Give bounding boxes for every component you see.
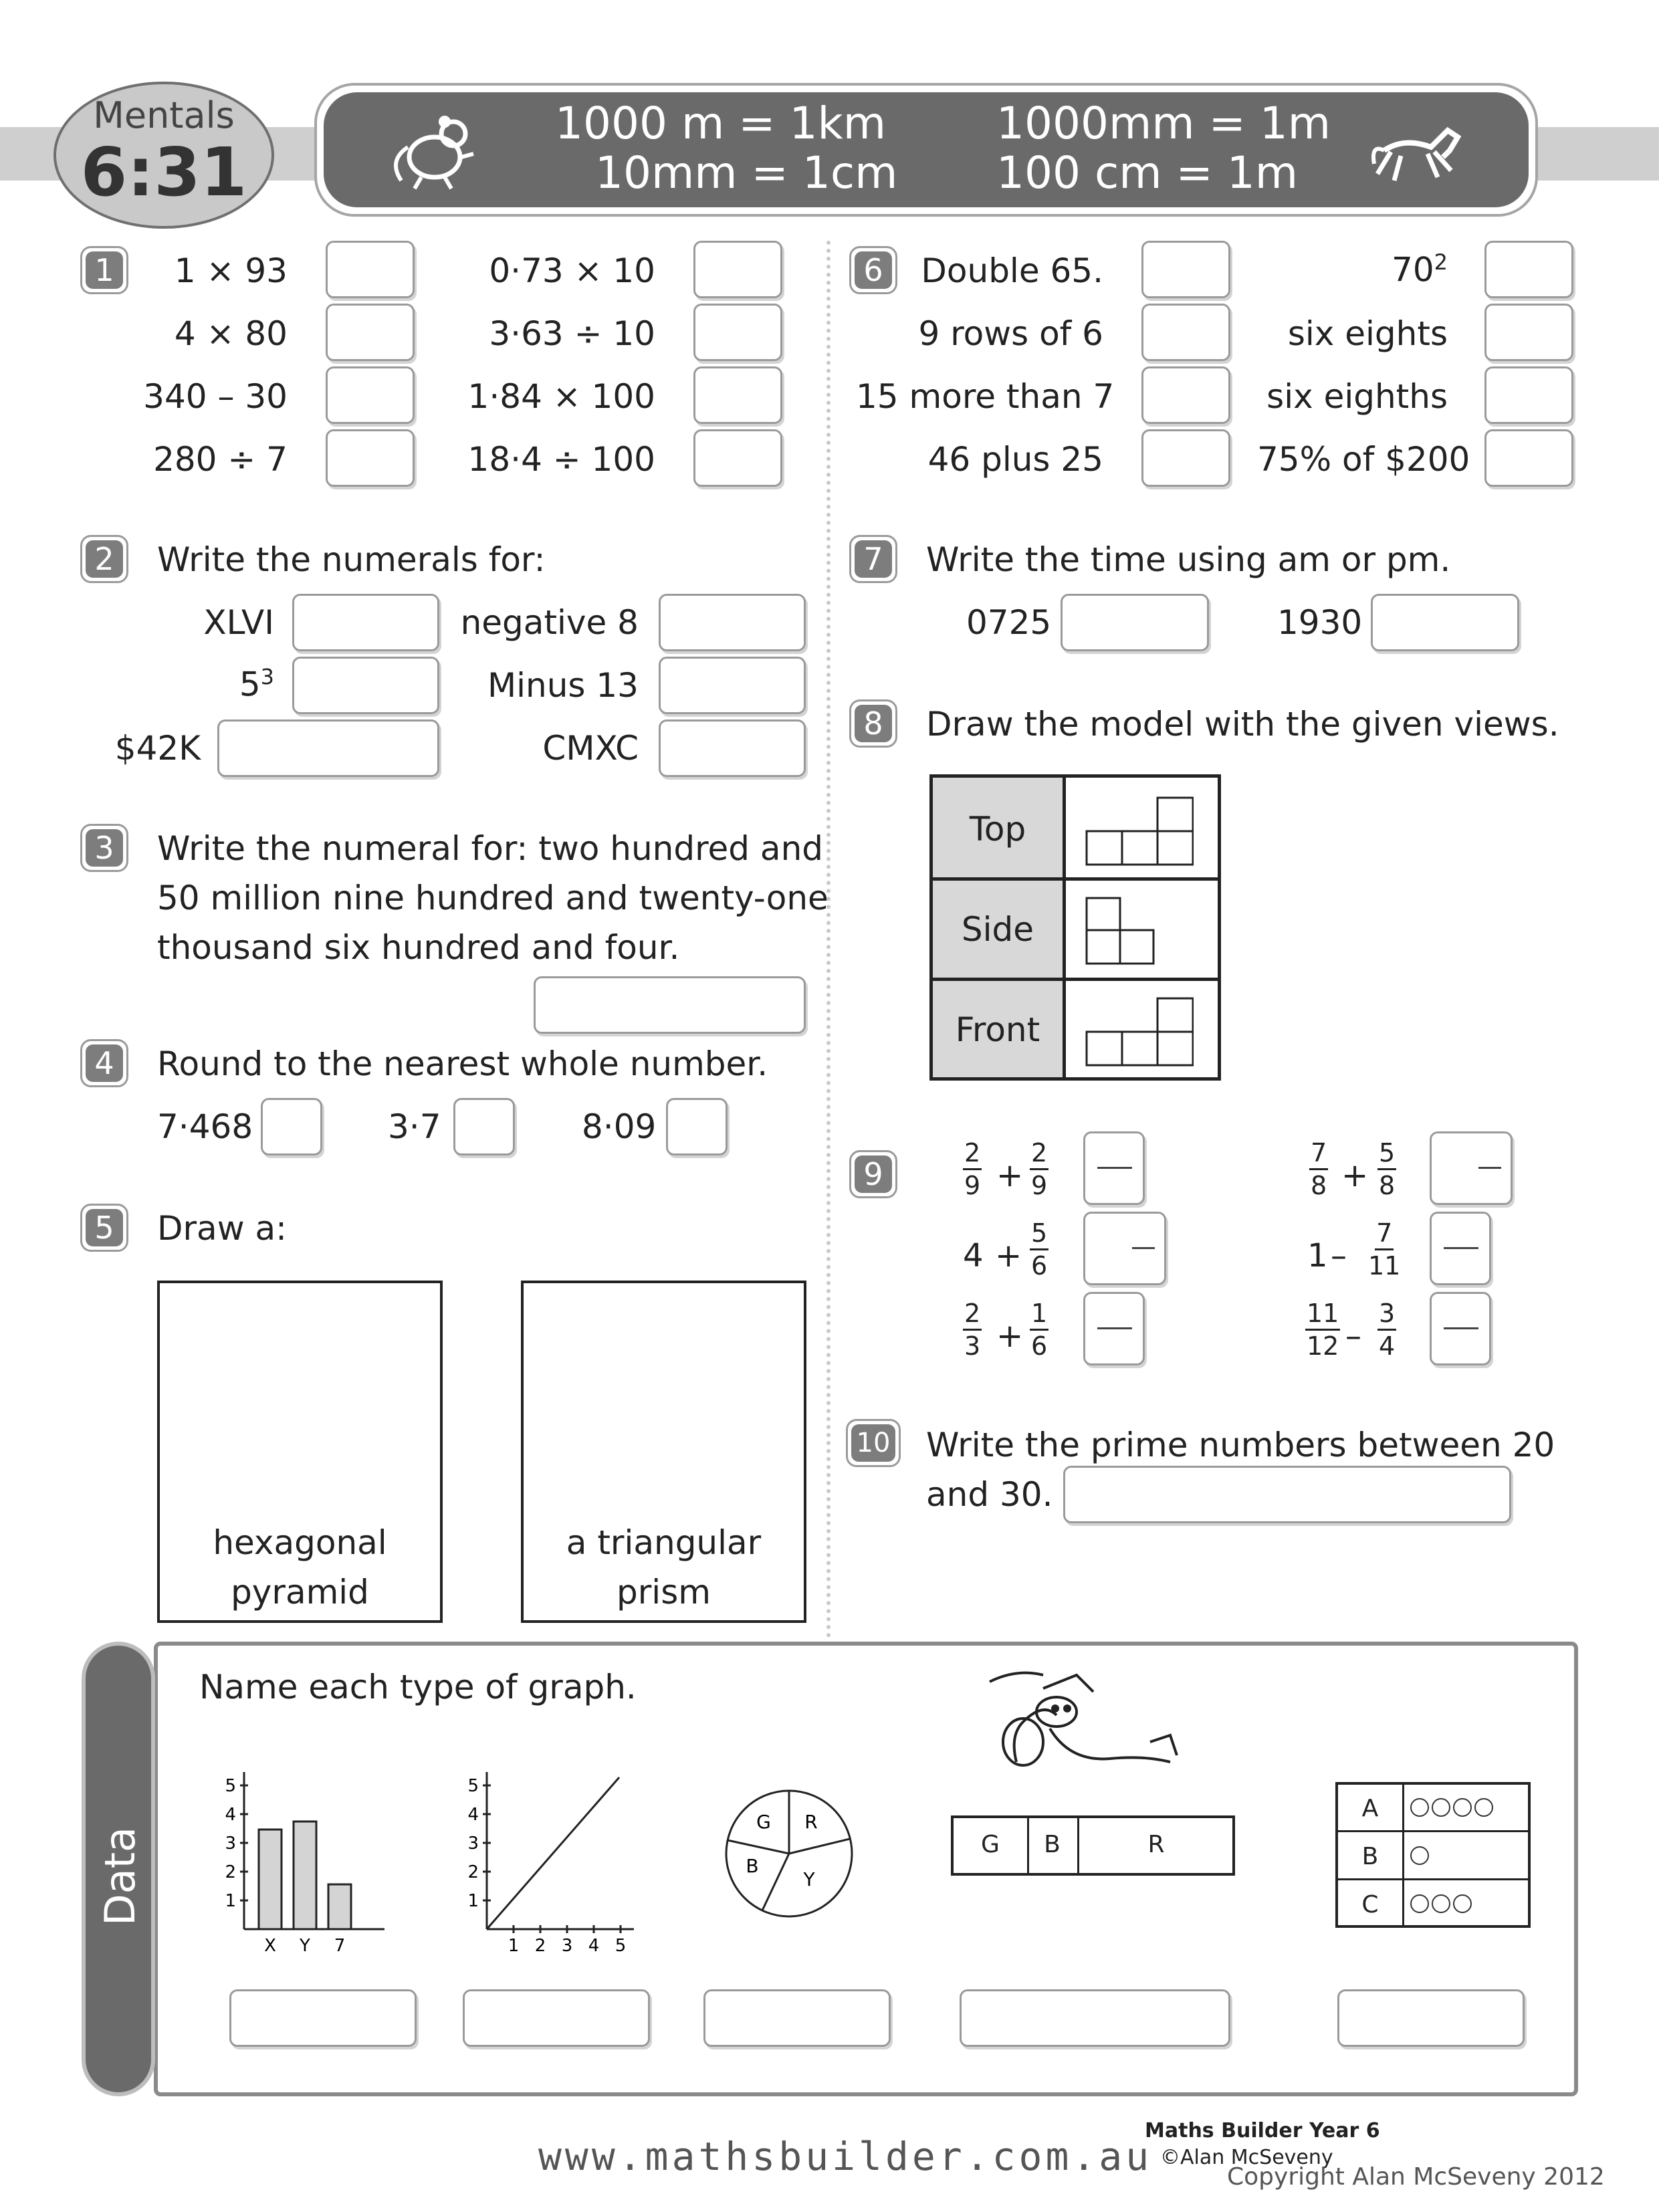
q2-power-exponent: 3: [260, 664, 274, 689]
q5-box1-line-1: hexagonal: [213, 1523, 387, 1562]
q2-answer-xlvi[interactable]: [292, 594, 439, 651]
conversion-2: 10mm = 1cm: [595, 147, 898, 199]
line-ytick-5: 5: [467, 1776, 479, 1796]
question-2-number: 2: [80, 535, 128, 583]
bar-7: [328, 1884, 351, 1929]
q8-views-table: [929, 774, 1221, 1081]
picto-row-a: [1410, 1798, 1496, 1817]
bar-tick-1: 1: [225, 1891, 236, 1911]
line-xtick-4: 4: [588, 1936, 600, 1956]
column-divider: [826, 241, 831, 1638]
q6-answer-box-7[interactable]: [1484, 366, 1573, 424]
q6-right-2: six eights: [1287, 314, 1448, 353]
q1-right-1: 0·73 × 10: [489, 251, 655, 290]
q8-top-view-drawing: [1080, 791, 1194, 868]
q5-prompt: Draw a:: [157, 1209, 287, 1248]
q5-drawing-box-1[interactable]: [157, 1281, 443, 1623]
q8-view-top: Top: [969, 810, 1026, 849]
smiley-icon: [1453, 1798, 1472, 1817]
q6-answer-box-2[interactable]: [1141, 304, 1230, 361]
q5-box2-line-1: a triangular: [566, 1523, 762, 1562]
q6-right-3: six eighths: [1266, 377, 1448, 416]
footer-book: Maths Builder Year 6: [1145, 2119, 1380, 2142]
q1-right-3: 1·84 × 100: [467, 377, 655, 416]
q9-answer-box-2[interactable]: [1083, 1212, 1166, 1285]
picto-row-b: [1410, 1846, 1432, 1865]
q3-answer-box[interactable]: [534, 976, 806, 1034]
worm-reading-icon: [976, 1662, 1190, 1775]
q9-frac-5b: 7 11: [1368, 1218, 1401, 1281]
q10-answer-box[interactable]: [1063, 1466, 1511, 1523]
question-10-number: 10: [846, 1419, 901, 1467]
q9-op-3: +: [996, 1317, 1024, 1355]
line-ytick-2: 2: [467, 1862, 479, 1882]
pie-chart: [722, 1787, 856, 1920]
mouse-icon: [381, 107, 481, 194]
bar-tick-5: 5: [225, 1776, 236, 1796]
q4-item-2: 3·7: [388, 1107, 441, 1146]
bar-category-y: Y: [300, 1936, 310, 1956]
q1-right-2: 3·63 ÷ 10: [489, 314, 655, 353]
smiley-icon: [1410, 1894, 1429, 1913]
q6-answer-box-6[interactable]: [1484, 304, 1573, 361]
line-xtick-5: 5: [615, 1936, 627, 1956]
q9-whole-5: 1: [1307, 1237, 1328, 1275]
q2-item-minus-13: Minus 13: [487, 666, 639, 705]
q2-item-cmxc: CMXC: [542, 729, 639, 768]
conversion-1: 1000 m = 1km: [555, 98, 886, 149]
q9-frac-2b: 5 6: [1031, 1218, 1048, 1281]
q1-answer-box-7[interactable]: [693, 366, 782, 424]
strip-label-g: G: [981, 1831, 1000, 1858]
q6-power-base: 70: [1392, 250, 1434, 290]
pie-chart-answer-box[interactable]: [703, 1989, 891, 2047]
sheet-number: 6:31: [80, 133, 247, 211]
q4-answer-box-1[interactable]: [261, 1098, 322, 1155]
q6-left-3: 15 more than 7: [856, 377, 1115, 416]
bar-tick-4: 4: [225, 1805, 236, 1825]
bar-tick-3: 3: [225, 1834, 236, 1854]
q2-item-negative-8: negative 8: [460, 603, 639, 642]
mentals-label: Mentals: [93, 94, 235, 136]
bar-category-x: X: [264, 1936, 276, 1956]
q4-item-1: 7·468: [157, 1107, 253, 1146]
q6-answer-box-5[interactable]: [1484, 241, 1573, 298]
q2-answer-power[interactable]: [292, 657, 439, 714]
smiley-icon: [1453, 1894, 1472, 1913]
picture-graph: [1335, 1782, 1531, 1928]
q6-left-2: 9 rows of 6: [918, 314, 1103, 353]
q9-op-6: –: [1345, 1317, 1361, 1355]
q9-answer-box-5[interactable]: [1430, 1212, 1491, 1285]
q9-frac-6b: 3 4: [1379, 1299, 1396, 1361]
q1-right-4: 18·4 ÷ 100: [467, 440, 655, 479]
footer-author: ©Alan McSeveny: [1160, 2146, 1333, 2169]
line-graph: [460, 1765, 641, 1959]
bar-category-7: 7: [334, 1936, 346, 1956]
smiley-icon: [1474, 1798, 1493, 1817]
q9-op-2: +: [995, 1237, 1022, 1275]
line-xtick-2: 2: [534, 1936, 546, 1956]
picto-row-divider-1: [1338, 1830, 1528, 1832]
bar-tick-2: 2: [225, 1862, 236, 1882]
smiley-icon: [1432, 1894, 1450, 1913]
q5-box1-line-2: pyramid: [231, 1573, 369, 1612]
footer-copyright: Copyright Alan McSeveny 2012: [1227, 2163, 1605, 2191]
q7-time-2: 1930: [1277, 603, 1363, 642]
q1-left-1: 1 × 93: [174, 251, 288, 290]
smiley-icon: [1410, 1798, 1429, 1817]
question-8-number: 8: [849, 699, 897, 748]
q1-left-2: 4 × 80: [174, 314, 288, 353]
q3-line-1: Write the numeral for: two hundred and: [157, 829, 823, 868]
picture-graph-answer-box[interactable]: [1337, 1989, 1525, 2047]
data-prompt: Name each type of graph.: [199, 1668, 637, 1706]
q9-answer-box-3[interactable]: [1083, 1292, 1145, 1365]
q2-item-42k: $42K: [114, 729, 201, 768]
q9-answer-box-1[interactable]: [1083, 1131, 1145, 1205]
q6-left-1: Double 65.: [921, 251, 1103, 290]
pie-label-g: G: [756, 1811, 771, 1833]
question-4-number: 4: [80, 1039, 128, 1087]
q1-answer-box-6[interactable]: [693, 304, 782, 361]
data-tab-label: Data: [96, 1826, 144, 1926]
q3-line-3: thousand six hundred and four.: [157, 928, 680, 967]
question-5-number: 5: [80, 1204, 128, 1252]
q1-answer-box-1[interactable]: [326, 241, 415, 298]
q6-power-exponent: 2: [1434, 249, 1448, 275]
q6-right-power: [1257, 249, 1448, 290]
picto-label-b: B: [1361, 1843, 1379, 1870]
q2-answer-cmxc[interactable]: [659, 720, 806, 777]
q10-line-2: and 30.: [926, 1475, 1053, 1514]
q8-side-view-drawing: [1080, 891, 1194, 968]
q2-answer-42k[interactable]: [217, 720, 439, 777]
q8-front-view-drawing: [1080, 992, 1194, 1069]
q1-left-4: 280 ÷ 7: [153, 440, 288, 479]
question-7-number: 7: [849, 535, 897, 583]
q9-frac-3a: 2 3: [964, 1299, 981, 1361]
q4-prompt: Round to the nearest whole number.: [157, 1044, 768, 1083]
bar-x: [259, 1830, 282, 1929]
q8-view-side: Side: [961, 910, 1034, 949]
q4-item-3: 8·09: [582, 1107, 657, 1146]
pie-label-b: B: [746, 1855, 759, 1877]
line-xtick-1: 1: [508, 1936, 520, 1956]
q9-op-5: –: [1331, 1237, 1347, 1275]
q1-answer-box-2[interactable]: [326, 304, 415, 361]
q7-time-1: 0725: [966, 603, 1052, 642]
bar-graph-answer-box[interactable]: [229, 1989, 417, 2047]
q9-frac-1b: 2 9: [1031, 1138, 1048, 1200]
q6-answer-box-1[interactable]: [1141, 241, 1230, 298]
question-3-number: 3: [80, 824, 128, 872]
line-xtick-3: 3: [561, 1936, 573, 1956]
pie-label-r: R: [804, 1811, 818, 1833]
q9-answer-box-4[interactable]: [1430, 1131, 1513, 1205]
line-series: [487, 1777, 619, 1929]
q5-box2-line-2: prism: [617, 1573, 711, 1612]
q1-answer-box-5[interactable]: [693, 241, 782, 298]
q6-left-4: 46 plus 25: [927, 440, 1103, 479]
q9-frac-4a: 7 8: [1311, 1138, 1327, 1200]
line-ytick-3: 3: [467, 1834, 479, 1854]
q7-answer-box-1[interactable]: [1061, 594, 1209, 651]
q9-whole-2: 4: [963, 1237, 984, 1275]
horse-icon: [1364, 110, 1464, 191]
q9-frac-3b: 1 6: [1031, 1299, 1048, 1361]
picto-label-c: C: [1361, 1891, 1379, 1918]
smiley-icon: [1432, 1798, 1450, 1817]
q5-drawing-box-2[interactable]: [521, 1281, 806, 1623]
q2-answer-negative-8[interactable]: [659, 594, 806, 651]
q1-left-3: 340 – 30: [143, 377, 288, 416]
q8-row-divider-1: [933, 877, 1218, 881]
footer-url[interactable]: www.mathsbuilder.com.au: [538, 2134, 1153, 2179]
q9-frac-1a: 2 9: [964, 1138, 981, 1200]
q9-op-1: +: [996, 1157, 1024, 1194]
q2-answer-minus-13[interactable]: [659, 657, 806, 714]
question-9-number: 9: [849, 1150, 897, 1198]
q1-answer-box-3[interactable]: [326, 366, 415, 424]
q9-op-4: +: [1341, 1157, 1369, 1194]
q9-frac-4b: 5 8: [1379, 1138, 1396, 1200]
smiley-icon: [1410, 1846, 1429, 1865]
q2-item-power: [201, 664, 274, 704]
question-1-number: 1: [80, 246, 128, 294]
strip-label-r: R: [1147, 1831, 1165, 1858]
strip-graph: [951, 1815, 1235, 1876]
q6-answer-box-8[interactable]: [1484, 429, 1573, 487]
picto-label-a: A: [1361, 1795, 1379, 1822]
q6-answer-box-4[interactable]: [1141, 429, 1230, 487]
q8-row-divider-2: [933, 978, 1218, 981]
strip-label-b: B: [1044, 1831, 1061, 1858]
bar-y: [294, 1821, 316, 1929]
conversion-3: 1000mm = 1m: [996, 98, 1331, 149]
bar-graph: [217, 1765, 391, 1959]
q1-answer-box-4[interactable]: [326, 429, 415, 487]
picto-row-divider-2: [1338, 1878, 1528, 1880]
q2-prompt: Write the numerals for:: [157, 540, 546, 579]
q4-answer-box-2[interactable]: [453, 1098, 515, 1155]
q8-prompt: Draw the model with the given views.: [926, 705, 1559, 744]
header-banner-inner: [324, 92, 1529, 207]
q6-right-4: 75% of $200: [1257, 440, 1470, 479]
line-ytick-4: 4: [467, 1805, 479, 1825]
q7-answer-box-2[interactable]: [1371, 594, 1519, 651]
line-ytick-1: 1: [467, 1891, 479, 1911]
picto-row-c: [1410, 1894, 1474, 1913]
strip-graph-answer-box[interactable]: [960, 1989, 1230, 2047]
q2-power-base: 5: [239, 665, 261, 704]
conversion-4: 100 cm = 1m: [996, 147, 1299, 199]
line-graph-answer-box[interactable]: [463, 1989, 650, 2047]
q10-line-1: Write the prime numbers between 20: [926, 1426, 1555, 1464]
picto-label-divider: [1402, 1785, 1404, 1925]
pie-label-y: Y: [803, 1868, 815, 1890]
question-6-number: 6: [849, 246, 897, 294]
q2-item-xlvi: XLVI: [203, 603, 274, 642]
q7-prompt: Write the time using am or pm.: [926, 540, 1451, 579]
q4-answer-box-3[interactable]: [666, 1098, 728, 1155]
q9-frac-6a: 11 12: [1307, 1299, 1339, 1361]
q8-view-front: Front: [955, 1010, 1040, 1049]
q6-answer-box-3[interactable]: [1141, 366, 1230, 424]
q3-line-2: 50 million nine hundred and twenty-one: [157, 879, 828, 917]
q9-answer-box-6[interactable]: [1430, 1292, 1491, 1365]
q1-answer-box-8[interactable]: [693, 429, 782, 487]
